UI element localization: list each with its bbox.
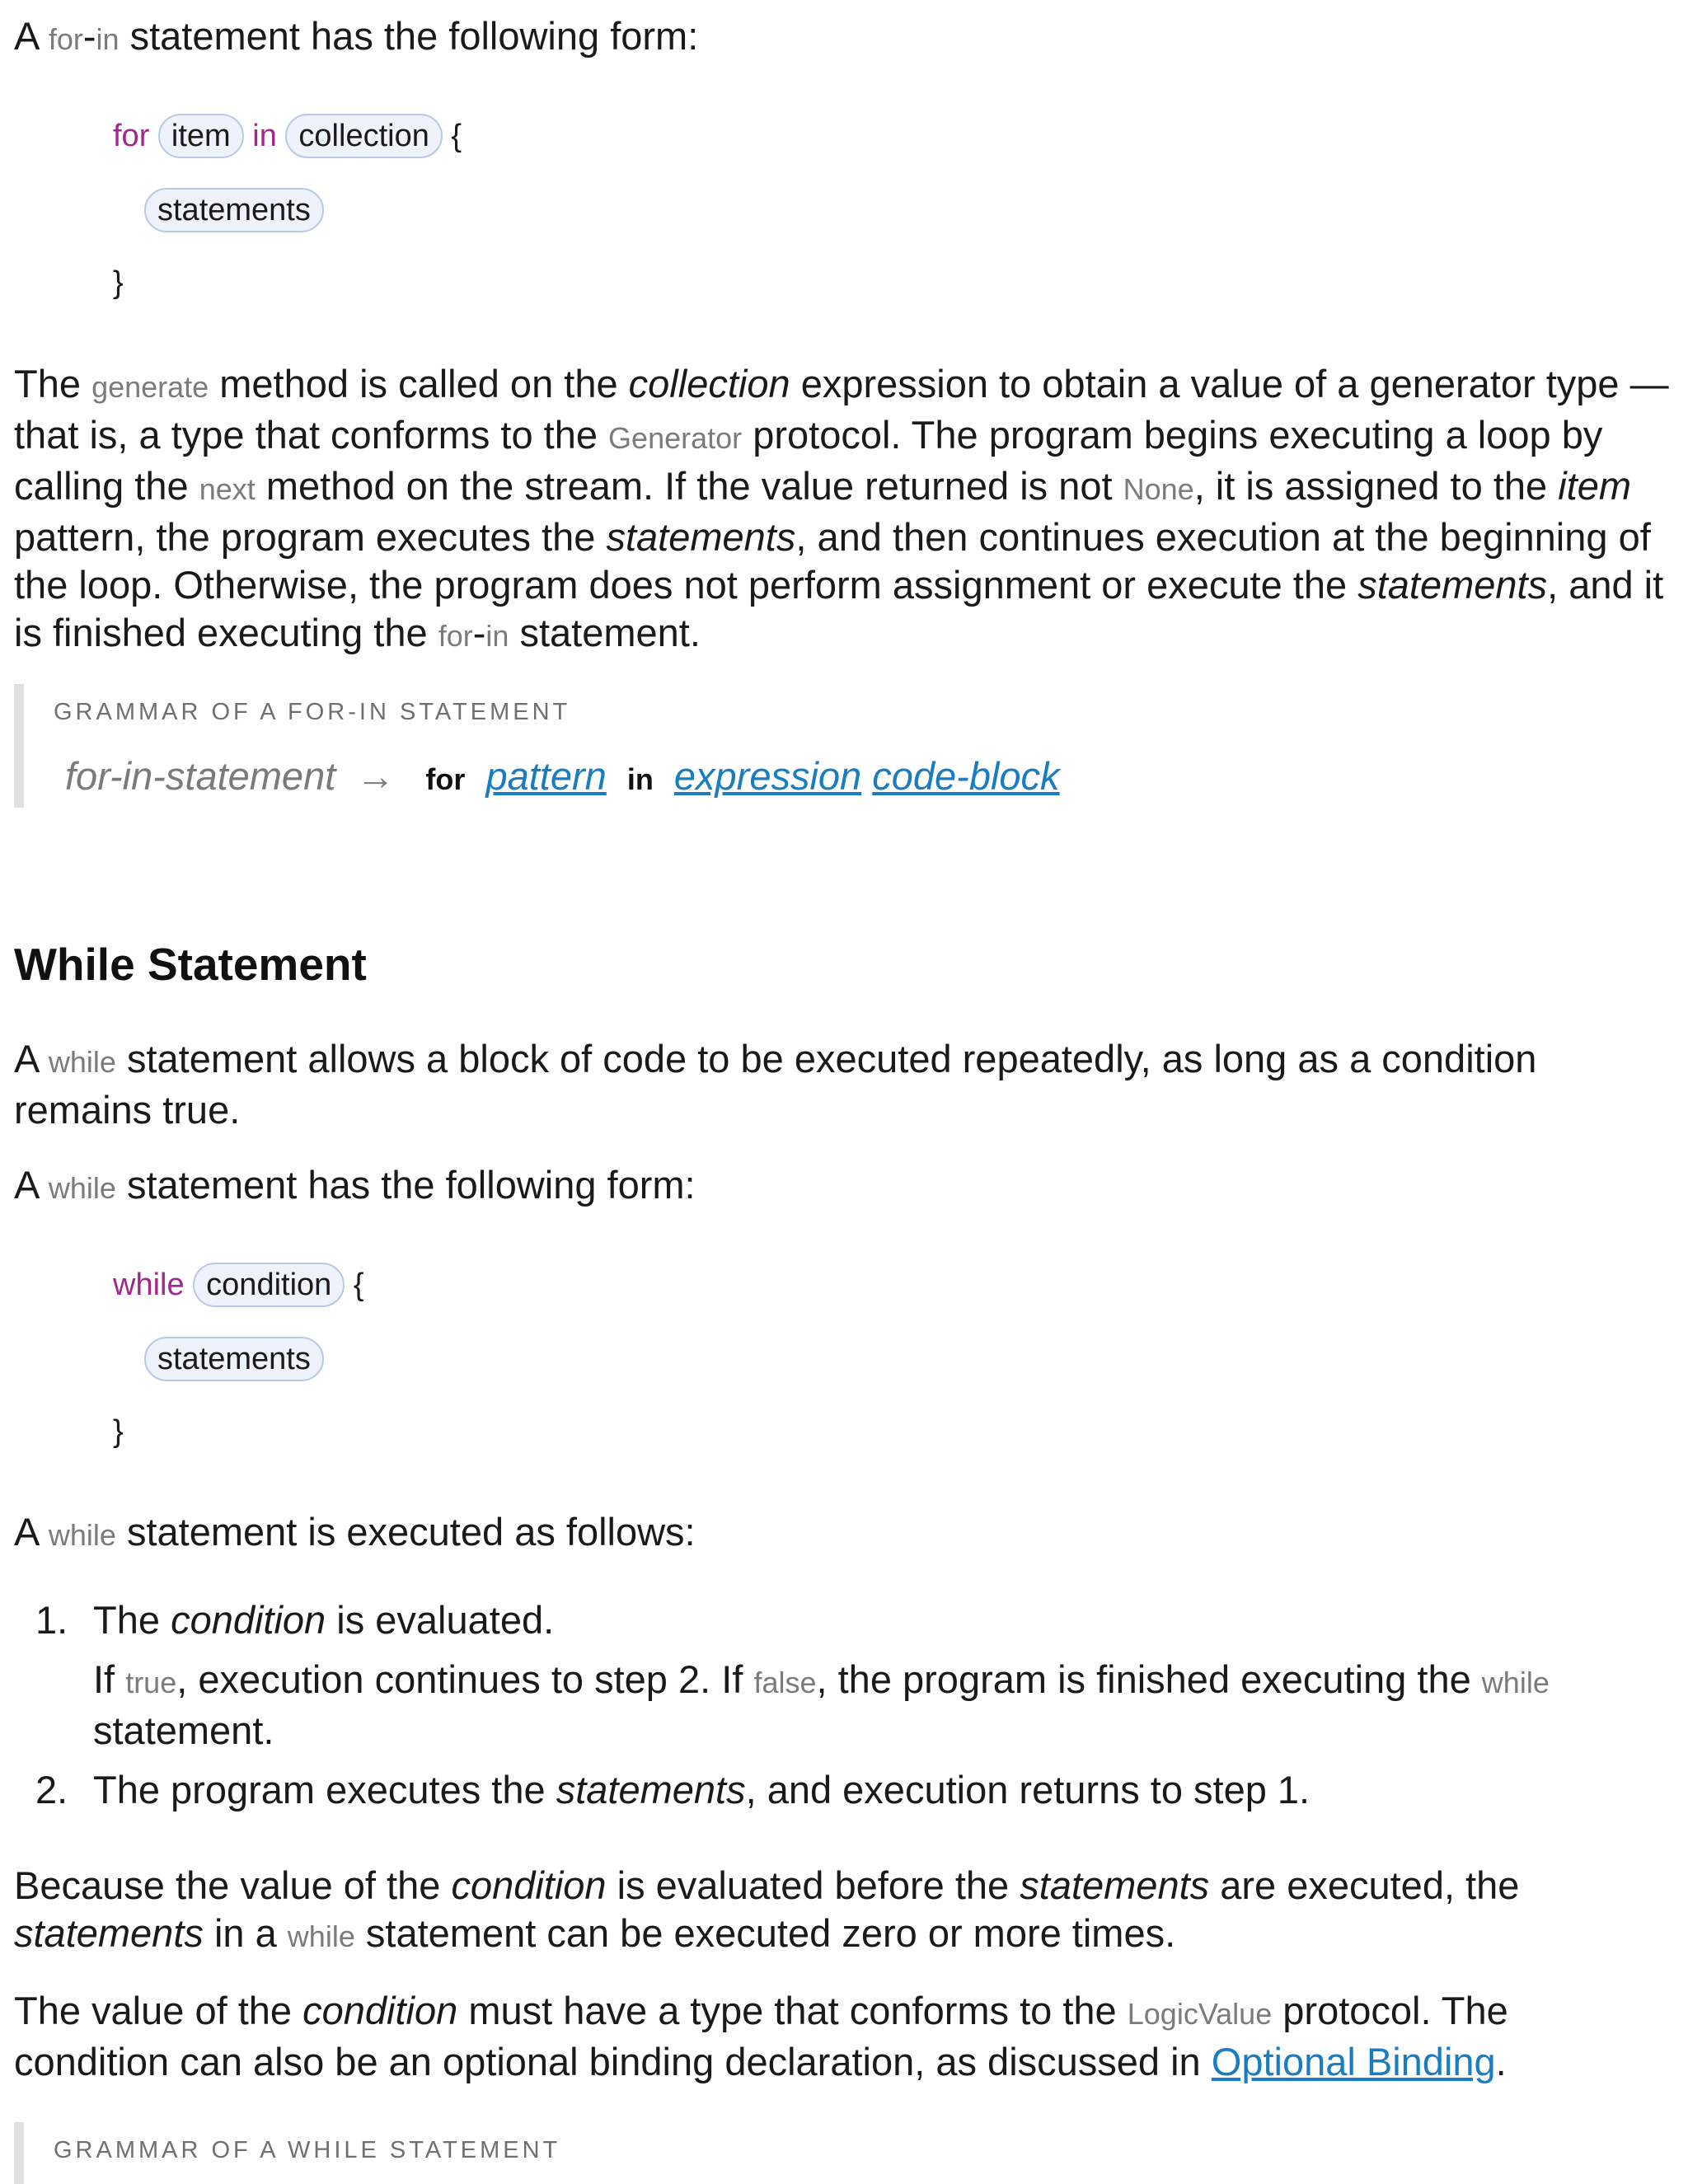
link-optional-binding[interactable]: Optional Binding (1211, 2040, 1496, 2083)
text: statement has the following form: (129, 14, 699, 58)
link-code-block[interactable]: code-block (872, 754, 1060, 798)
text: A (14, 1510, 38, 1554)
keyword-while: while (113, 1268, 185, 1302)
while-code-form (113, 1263, 364, 1307)
step-detail (93, 1656, 1659, 1755)
link-expression[interactable]: expression (673, 754, 862, 798)
code-generate: generate (91, 370, 209, 404)
list-number: 2. (35, 1768, 68, 1811)
text: statement. (519, 611, 701, 654)
code-true: true (125, 1666, 177, 1699)
text: The program executes the (93, 1768, 546, 1811)
list-item (35, 1596, 1659, 1755)
code-logicvalue: LogicValue (1127, 1997, 1273, 2031)
while-code-body (144, 1337, 324, 1381)
term-item: item (1558, 464, 1632, 508)
keyword-in: in (485, 619, 509, 653)
text: statement allows a block of code to be executed repeatedly, as long as a condition remains true. (14, 1037, 1537, 1132)
forin-intro (14, 12, 698, 63)
code-false: false (753, 1666, 817, 1699)
keyword-for: for (113, 119, 150, 153)
text: method is called on the (219, 362, 618, 405)
while-exec-intro (14, 1508, 696, 1559)
placeholder-collection: collection (285, 114, 442, 158)
while-steps-list (35, 1596, 1659, 1814)
text: are executed, the (1220, 1863, 1520, 1907)
term-condition: condition (171, 1598, 326, 1642)
term-statements: statements (556, 1768, 746, 1811)
text: pattern, the program executes the (14, 515, 596, 559)
keyword-in: in (252, 119, 277, 153)
text: statement is executed as follows: (126, 1510, 696, 1554)
dash: - (82, 14, 96, 58)
while-code-close (113, 1411, 124, 1452)
term-statements: statements (1020, 1863, 1210, 1907)
section-heading-while: While Statement (14, 939, 367, 990)
text: protocol. The condition can also be an optional binding declaration, as discussed in (14, 1989, 1508, 2083)
text: A (14, 14, 38, 58)
text: in a (213, 1911, 277, 1955)
forin-description (14, 360, 1671, 660)
text: Because the value of the (14, 1863, 441, 1907)
list-item (35, 1766, 1659, 1814)
text: protocol. The program begins executing a loop by calling the (14, 413, 1603, 508)
close-brace: } (113, 265, 124, 300)
text: A (14, 1037, 38, 1080)
text: The (93, 1598, 160, 1642)
keyword-while: while (48, 1518, 116, 1552)
term-collection: collection (628, 362, 790, 405)
grammar-title: GRAMMAR OF A WHILE STATEMENT (54, 2137, 561, 2163)
text: is evaluated before the (617, 1863, 1010, 1907)
term-condition: condition (302, 1989, 458, 2032)
keyword-while: while (287, 1919, 355, 1953)
text: , it is assigned to the (1193, 464, 1548, 508)
close-brace: } (113, 1414, 124, 1449)
keyword-while: while (1481, 1666, 1550, 1699)
term-statements: statements (14, 1911, 204, 1955)
while-form-intro (14, 1161, 696, 1212)
grammar-title: GRAMMAR OF A FOR-IN STATEMENT (54, 699, 571, 725)
keyword-while: while (48, 1171, 116, 1205)
keyword-in: in (96, 22, 120, 56)
text: The value of the (14, 1989, 293, 2032)
literal-in: in (626, 762, 654, 796)
text: statement can be executed zero or more times. (365, 1911, 1176, 1955)
dash: - (472, 611, 486, 654)
text: , execution continues to step 2. If (176, 1657, 743, 1701)
keyword-for: for (438, 619, 473, 653)
grammar-rule (54, 752, 1060, 804)
text: , and execution returns to step 1. (745, 1768, 1311, 1811)
text: If (93, 1657, 115, 1701)
code-none: None (1123, 472, 1194, 506)
code-next: next (199, 472, 256, 506)
keyword-while: while (48, 1045, 116, 1079)
while-para-value (14, 1987, 1580, 2086)
text: , the program is finished executing the (816, 1657, 1471, 1701)
placeholder-condition: condition (193, 1263, 345, 1307)
forin-code-body (144, 188, 324, 232)
arrow-icon: → (356, 754, 396, 798)
grammar-lhs: for-in-statement (65, 754, 336, 798)
while-para-because (14, 1862, 1580, 1961)
link-pattern[interactable]: pattern (485, 754, 607, 798)
text: method on the stream. If the value returned is not (265, 464, 1113, 508)
while-grammar-box (14, 2122, 560, 2184)
open-brace: { (451, 119, 462, 153)
text: expression to obtain a value of a generator type —that is, a type that conforms to the (14, 362, 1669, 457)
placeholder-statements: statements (144, 1337, 324, 1381)
forin-code-close (113, 262, 124, 303)
keyword-for: for (48, 22, 83, 56)
text: statement. (93, 1708, 274, 1752)
text: statement has the following form: (126, 1163, 696, 1207)
code-generator: Generator (608, 421, 743, 455)
text: , and then continues execution at the beginning of the loop. Otherwise, the program does not perform assignment or execute the (14, 515, 1651, 607)
list-number: 1. (35, 1598, 68, 1642)
forin-code-form (113, 114, 462, 158)
placeholder-item: item (158, 114, 244, 158)
while-intro (14, 1035, 1621, 1134)
text: , and it is finished executing the (14, 563, 1664, 654)
forin-grammar-box (14, 684, 1060, 808)
text: . (1495, 2040, 1507, 2083)
text: A (14, 1163, 38, 1207)
literal-for: for (425, 762, 466, 796)
text: must have a type that conforms to the (468, 1989, 1117, 2032)
placeholder-statements: statements (144, 188, 324, 232)
term-statements: statements (606, 515, 796, 559)
open-brace: { (353, 1268, 364, 1302)
term-condition: condition (451, 1863, 607, 1907)
text: is evaluated. (336, 1598, 555, 1642)
term-statements: statements (1357, 563, 1548, 607)
text: The (14, 362, 81, 405)
